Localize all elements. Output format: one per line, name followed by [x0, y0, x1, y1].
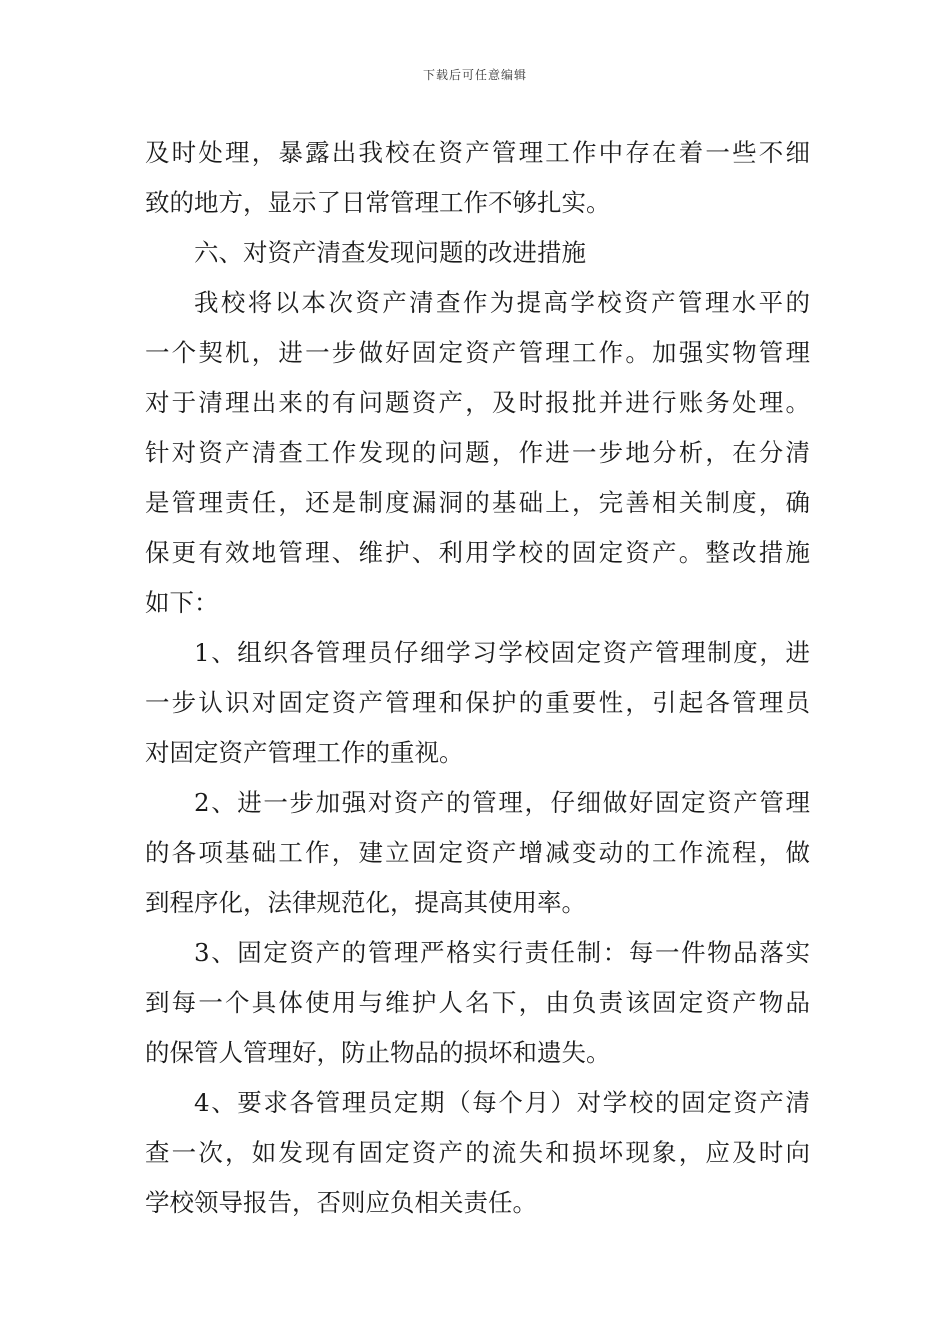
text-line: 针对资产清查工作发现的问题，作进一步地分析，在分清 [145, 438, 810, 467]
text-line: 一个契机，进一步做好固定资产管理工作。加强实物管理 [145, 338, 810, 367]
list-item-line: 2、进一步加强对资产的管理，仔细做好固定资产管理 [194, 788, 810, 817]
text-line: 对于清理出来的有问题资产，及时报批并进行账务处理。 [145, 388, 810, 417]
text-line: 保更有效地管理、维护、利用学校的固定资产。整改措施 [145, 538, 810, 567]
text-line: 的保管人管理好，防止物品的损坏和遗失。 [145, 1038, 611, 1067]
text-line: 如下： [145, 588, 219, 617]
text-line: 是管理责任，还是制度漏洞的基础上，完善相关制度，确 [145, 488, 810, 517]
text-line: 我校将以本次资产清查作为提高学校资产管理水平的 [194, 288, 810, 317]
section-heading: 六、对资产清查发现问题的改进措施 [194, 238, 586, 267]
text-line: 及时处理，暴露出我校在资产管理工作中存在着一些不细 [145, 138, 810, 167]
list-item-line: 1、组织各管理员仔细学习学校固定资产管理制度，进 [194, 638, 810, 667]
text-line: 一步认识对固定资产管理和保护的重要性，引起各管理员 [145, 688, 810, 717]
page-header: 下载后可任意编辑 [422, 68, 527, 82]
text-line: 到每一个具体使用与维护人名下，由负责该固定资产物品 [145, 988, 810, 1017]
text-line: 学校领导报告，否则应负相关责任。 [145, 1188, 537, 1217]
text-line: 对固定资产管理工作的重视。 [145, 738, 464, 767]
text-line: 查一次，如发现有固定资产的流失和损坏现象，应及时向 [145, 1138, 810, 1167]
list-item-line: 3、固定资产的管理严格实行责任制：每一件物品落实 [194, 938, 810, 967]
list-item-line: 4、要求各管理员定期（每个月）对学校的固定资产清 [194, 1088, 810, 1117]
text-line: 到程序化，法律规范化，提高其使用率。 [145, 888, 586, 917]
document-body [145, 128, 810, 1228]
text-line: 的各项基础工作，建立固定资产增减变动的工作流程，做 [145, 838, 810, 867]
text-line: 致的地方，显示了日常管理工作不够扎实。 [145, 188, 611, 217]
